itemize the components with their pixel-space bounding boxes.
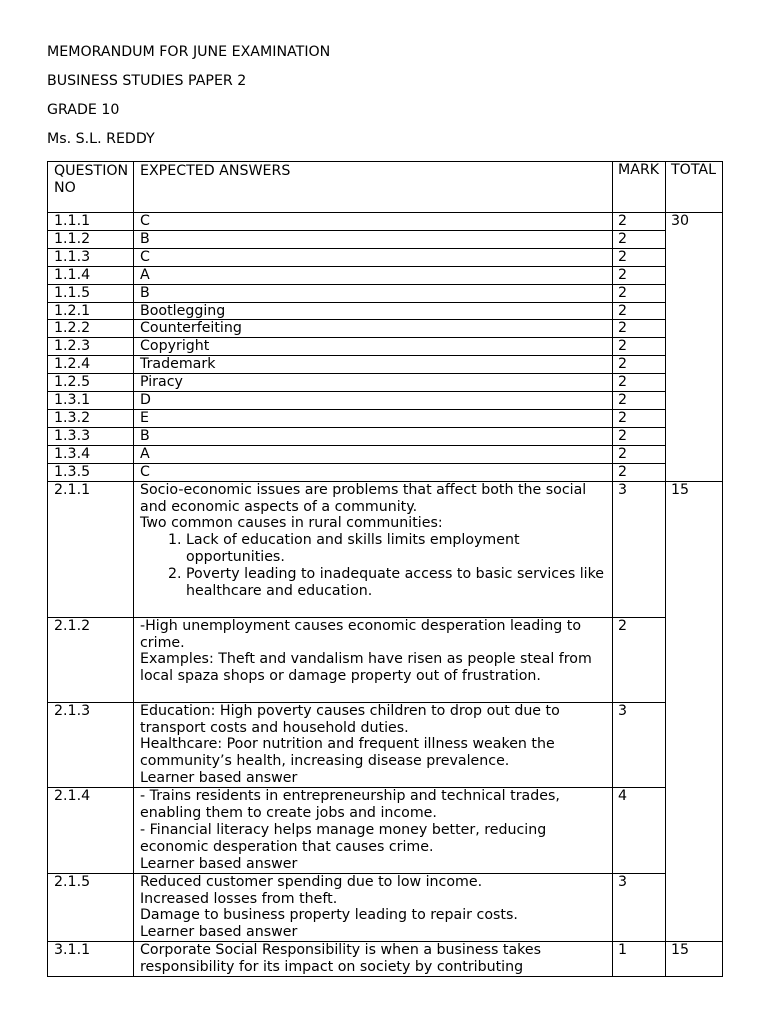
table-row <box>48 463 723 481</box>
mark: 1 <box>613 942 666 977</box>
expected-answer: E <box>134 409 613 427</box>
section-3-total: 15 <box>666 942 723 977</box>
mark: 2 <box>613 320 666 338</box>
expected-answer: C <box>134 248 613 266</box>
table-row <box>48 427 723 445</box>
mark: 2 <box>613 374 666 392</box>
mark: 2 <box>613 463 666 481</box>
col-header-expected-answers: EXPECTED ANSWERS <box>134 162 613 213</box>
question-no: 1.2.5 <box>48 374 134 392</box>
expected-answer: Bootlegging <box>134 302 613 320</box>
answer-line: -High unemployment causes economic desperation leading to crime. <box>140 617 582 651</box>
col-header-mark: MARK <box>613 162 666 213</box>
expected-answer: Counterfeiting <box>134 320 613 338</box>
question-no: 2.1.2 <box>48 617 134 702</box>
answer-line: Two common causes in rural communities: <box>140 515 443 532</box>
list-item: 1. Lack of education and skills limits employment opportunities. <box>186 532 606 566</box>
table-row <box>48 617 723 702</box>
table-row <box>48 338 723 356</box>
expected-answer: B <box>134 284 613 302</box>
list-item: 2. Poverty leading to inadequate access to basic services like healthcare and education. <box>186 566 606 600</box>
question-no: 1.2.2 <box>48 320 134 338</box>
answer-list <box>140 532 606 600</box>
table-row <box>48 284 723 302</box>
answer-line: Healthcare: Poor nutrition and frequent illness weaken the community’s health, increasing disease prevalence. <box>140 736 555 770</box>
mark: 2 <box>613 617 666 702</box>
expected-answer: A <box>134 445 613 463</box>
expected-answer: B <box>134 427 613 445</box>
expected-answer: D <box>134 392 613 410</box>
teacher-name: Ms. S.L. REDDY <box>47 131 155 147</box>
expected-answer: Piracy <box>134 374 613 392</box>
answer-line: - Trains residents in entrepreneurship and technical trades, enabling them to create jobs and income. <box>140 788 560 822</box>
question-no: 2.1.5 <box>48 873 134 942</box>
expected-answer <box>134 873 613 942</box>
mark: 2 <box>613 302 666 320</box>
question-no: 1.2.4 <box>48 356 134 374</box>
answer-line: - Financial literacy helps manage money better, reducing economic desperation that causes crime. <box>140 821 547 855</box>
answer-line: Socio-economic issues are problems that affect both the social and economic aspects of a community. <box>140 481 587 515</box>
question-no: 1.3.1 <box>48 392 134 410</box>
memo-table <box>47 161 723 977</box>
mark: 2 <box>613 445 666 463</box>
expected-answer: Corporate Social Responsibility is when a business takes responsibility for its impact on society by contributing <box>134 942 613 977</box>
table-row <box>48 942 723 977</box>
expected-answer: Trademark <box>134 356 613 374</box>
mark: 2 <box>613 266 666 284</box>
question-no: 2.1.3 <box>48 702 134 788</box>
section-1-total: 30 <box>666 213 723 482</box>
question-no: 1.1.2 <box>48 230 134 248</box>
answer-line: Learner based answer <box>140 770 298 787</box>
expected-answer <box>134 702 613 788</box>
answer-line: Learner based answer <box>140 924 298 941</box>
table-row <box>48 392 723 410</box>
expected-answer: C <box>134 463 613 481</box>
mark: 2 <box>613 427 666 445</box>
question-no: 1.3.2 <box>48 409 134 427</box>
expected-answer <box>134 788 613 874</box>
table-row <box>48 409 723 427</box>
expected-answer <box>134 617 613 702</box>
mark: 3 <box>613 481 666 617</box>
table-row <box>48 356 723 374</box>
expected-answer: Copyright <box>134 338 613 356</box>
mark: 2 <box>613 230 666 248</box>
mark: 2 <box>613 409 666 427</box>
question-no: 1.3.4 <box>48 445 134 463</box>
col-header-total: TOTAL <box>666 162 723 213</box>
mark: 2 <box>613 213 666 231</box>
expected-answer: C <box>134 213 613 231</box>
expected-answer: B <box>134 230 613 248</box>
answer-line: Increased losses from theft. <box>140 890 338 907</box>
paper-title: BUSINESS STUDIES PAPER 2 <box>47 73 247 89</box>
answer-line: Learner based answer <box>140 855 298 872</box>
mark: 3 <box>613 873 666 942</box>
question-no: 1.1.5 <box>48 284 134 302</box>
table-header-row <box>48 162 723 213</box>
answer-line: Examples: Theft and vandalism have risen as people steal from local spaza shops or damage property out of frustration. <box>140 651 592 685</box>
question-no: 1.2.1 <box>48 302 134 320</box>
table-row <box>48 481 723 617</box>
table-row <box>48 873 723 942</box>
section-2-total: 15 <box>666 481 723 942</box>
question-no: 1.3.5 <box>48 463 134 481</box>
grade-label: GRADE 10 <box>47 102 120 118</box>
answer-line: Education: High poverty causes children to drop out due to transport costs and household duties. <box>140 702 560 736</box>
question-no: 2.1.4 <box>48 788 134 874</box>
mark: 2 <box>613 356 666 374</box>
table-row <box>48 788 723 874</box>
memo-title: MEMORANDUM FOR JUNE EXAMINATION <box>47 44 331 60</box>
expected-answer: A <box>134 266 613 284</box>
question-no: 1.1.3 <box>48 248 134 266</box>
mark: 2 <box>613 284 666 302</box>
table-row <box>48 445 723 463</box>
answer-line: Reduced customer spending due to low income. <box>140 873 483 890</box>
table-row <box>48 266 723 284</box>
mark: 2 <box>613 392 666 410</box>
expected-answer <box>134 481 613 617</box>
table-row <box>48 302 723 320</box>
mark: 2 <box>613 248 666 266</box>
mark: 3 <box>613 702 666 788</box>
col-header-question-no: QUESTION NO <box>48 162 134 213</box>
question-no: 1.1.4 <box>48 266 134 284</box>
question-no: 2.1.1 <box>48 481 134 617</box>
table-row <box>48 702 723 788</box>
table-row <box>48 248 723 266</box>
question-no: 1.1.1 <box>48 213 134 231</box>
answer-line: Damage to business property leading to repair costs. <box>140 907 518 924</box>
table-row <box>48 374 723 392</box>
question-no: 1.2.3 <box>48 338 134 356</box>
mark: 2 <box>613 338 666 356</box>
table-row <box>48 213 723 231</box>
table-row <box>48 230 723 248</box>
question-no: 3.1.1 <box>48 942 134 977</box>
table-row <box>48 320 723 338</box>
mark: 4 <box>613 788 666 874</box>
question-no: 1.3.3 <box>48 427 134 445</box>
